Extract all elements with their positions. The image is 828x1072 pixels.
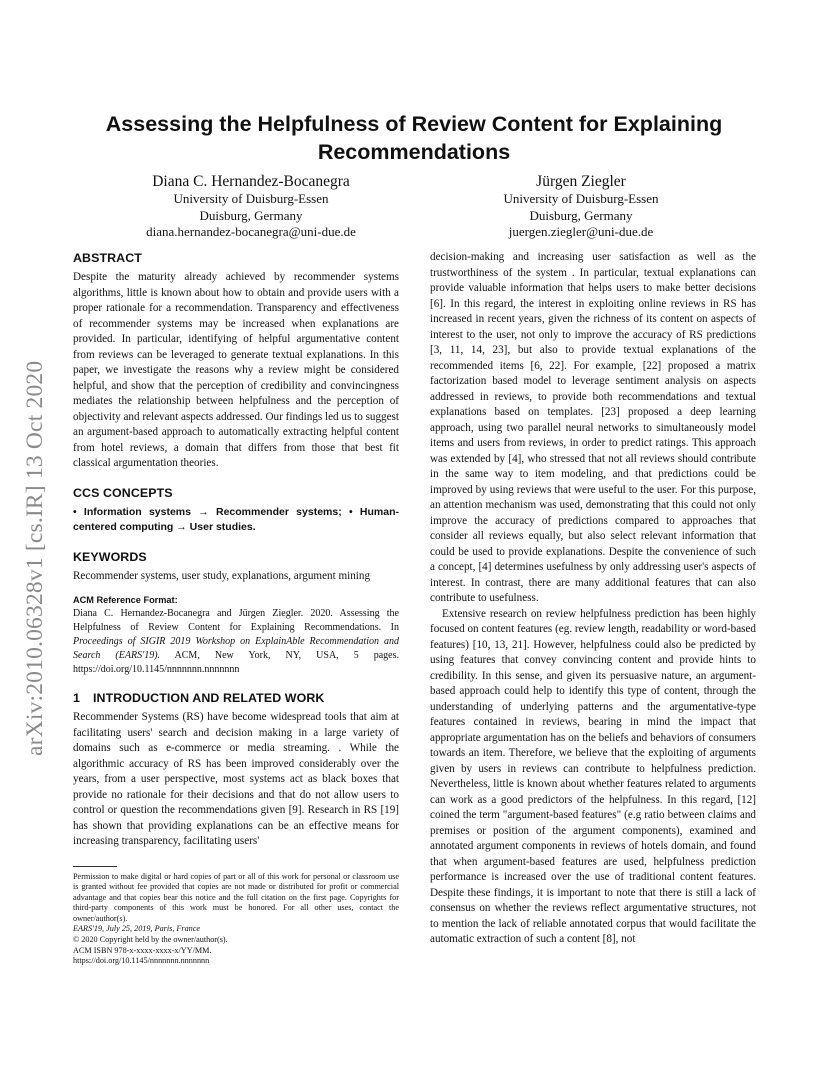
author-block-1	[86, 172, 416, 241]
footnote-isbn: ACM ISBN 978-x-xxxx-xxxx-x/YY/MM.	[73, 945, 212, 955]
acm-reference-publisher: ACM, New York, NY, USA, 5 pages. https://doi.org/10.1145/nnnnnnn.nnnnnnn	[73, 650, 399, 675]
right-column	[430, 250, 756, 948]
author-location: Duisburg, Germany	[529, 207, 633, 223]
keywords-heading: KEYWORDS	[73, 549, 147, 564]
abstract-heading: ABSTRACT	[73, 251, 142, 265]
author-location: Duisburg, Germany	[199, 207, 303, 223]
keywords-text: Recommender systems, user study, explanations, argument mining	[73, 569, 371, 582]
footnote-rule	[73, 866, 117, 867]
arxiv-stamp	[20, 296, 56, 756]
ccs-text: • Information systems → Recommender systems; • Human-centered computing → User studies.	[73, 505, 399, 533]
intro-heading-text: INTRODUCTION AND RELATED WORK	[93, 691, 325, 705]
author-name: Jürgen Ziegler	[536, 173, 626, 190]
intro-paragraph: Recommender Systems (RS) have become widespread tools that aim at facilitating users' search and decision making in a large variety of domains such as e-commerce or media streaming. . While the algorithmic accuracy of RS has been improved considerably over the years, from a user perspective, most systems act as black boxes that provide no rationale for their decisions and that do not allow users to control or question the recommendations given [9]. Research in RS [19] has shown that providing explanations can be an effective means for increasing transparency, facilitating users'	[73, 711, 399, 847]
author-email: diana.hernandez-bocanegra@uni-due.de	[146, 224, 356, 239]
acm-reference-heading: ACM Reference Format:	[73, 595, 178, 605]
body-paragraph: decision-making and increasing user satisfaction as well as the trustworthiness of the system . In particular, textual explanations can provide valuable information that helps users to make better decisions [6]. In this regard, the interest in exploiting online reviews in RS has increased in recent years, given the richness of its content on aspects of interest to the user, not only to improve the accuracy of RS predictions [3, 11, 14, 23], but also to provide textual explanations of the recommended items [6, 22]. For example, [22] proposed a matrix factorization based model to leverage sentiment analysis on aspects addressed in reviews, to provide both recommendations and textual explanations based on templates. [23] proposed a deep learning approach, using two parallel neural networks to simultaneously model items and users from reviews, in order to predict ratings. This approach was extended by [4], who stressed that not all reviews should contribute in the same way to item modeling, and that predictions could be improved by using reviews that were useful to the user. For this purpose, an attention mechanism was used, demonstrating that this could not only improve the accuracy of predictions compared to approaches that consider all reviews equally, but also select relevant information that could be used to provide explanations. Despite the convenience of such a concept, [4] determines usefulness by only addressing user's aspects of interest. In contrast, there are many additional features that can also contribute to usefulness.	[430, 251, 756, 604]
left-column	[73, 250, 399, 967]
intro-section-number: 1	[73, 691, 80, 705]
author-affiliation: University of Duisburg-Essen	[503, 191, 659, 206]
author-name: Diana C. Hernandez-Bocanegra	[152, 173, 350, 190]
footnote	[73, 872, 399, 967]
footnote-venue: EARS'19, July 25, 2019, Paris, France	[73, 924, 201, 934]
footnote-doi: https://doi.org/10.1145/nnnnnnn.nnnnnnn	[73, 956, 210, 966]
author-email: juergen.ziegler@uni-due.de	[508, 224, 654, 239]
ccs-heading: CCS CONCEPTS	[73, 485, 173, 500]
paper-title: Assessing the Helpfulness of Review Content for Explaining Recommendations	[105, 112, 723, 164]
acm-reference-authors: Diana C. Hernandez-Bocanegra and Jürgen Ziegler. 2020. Assessing the Helpfulness of Review Content for Explaining Recommendations. In	[73, 608, 399, 633]
author-affiliation: University of Duisburg-Essen	[173, 191, 329, 206]
arxiv-stamp-text: arXiv:2010.06328v1 [cs.IR] 13 Oct 2020	[22, 360, 48, 756]
intro-heading	[73, 690, 399, 706]
footnote-copyright: © 2020 Copyright held by the owner/author(s).	[73, 935, 228, 945]
body-paragraph: Extensive research on review helpfulness prediction has been highly focused on content features (eg. review length, readability or word-based features) [10, 13, 21]. However, helpfulness could also be predicted by using features that convey convincing content and provide hints to credibility. In this sense, and given its persuasive nature, an argument-based approach could help to identify this type of content, through the understanding of underlying patterns and the argumentative-type features contained in reviews, bearing in mind the impact that appropriate argumentation has on the beliefs and behaviors of consumers towards an item. Therefore, we believe that the exploiting of arguments given by users in reviews can contribute to helpfulness prediction. Nevertheless, little is known about whether features related to arguments can work as a good predictors of the helpfulness. In this regard, [12] coined the term "argument-based features" (e.g ratio between claims and premises or position of the argument components), examined and annotated argument components in reviews of hotels domain, and found that when argument-based features are used, helpfulness prediction performance is increased over the use of traditional content features. Despite these findings, it is important to note that there is still a lack of consensus on whether the reviews reflect argumentative structures, not to mention the lack of reliable annotated corpus that would facilitate the automatic extraction of such a content [8], not	[430, 607, 756, 945]
abstract-text: Despite the maturity already achieved by recommender systems algorithms, little is known about how to obtain and provide users with a proper rationale for a recommendation. Transparency and effectiveness of recommender systems may be increased when explanations are provided. In particular, identifying of helpful argumentative content from reviews can be leveraged to generate textual explanations. In this paper, we investigate the reasons why a review might be considered helpful, and show that the perception of credibility and convincingness mediates the relationship between helpfulness and the perception of objectivity and relevant aspects addressed. Our findings led us to suggest an argument-based approach to automatically extracting helpful content from hotel reviews, a domain that differs from those that best fit classical argumentation theories.	[73, 271, 399, 469]
author-block-2	[416, 172, 746, 241]
footnote-permission: Permission to make digital or hard copies of part or all of this work for personal or classroom use is granted without fee provided that copies are not made or distributed for profit or commercial advantage and that copies bear this notice and the full citation on the first page. Copyrights for third-party components of this work must be honored. For all other uses, contact the owner/author(s).	[73, 871, 399, 923]
acm-reference-venue: Proceedings of SIGIR 2019 Workshop on ExplainAble Recommendation and Search (EARS'19).	[73, 636, 399, 661]
acm-reference-text	[73, 607, 399, 677]
